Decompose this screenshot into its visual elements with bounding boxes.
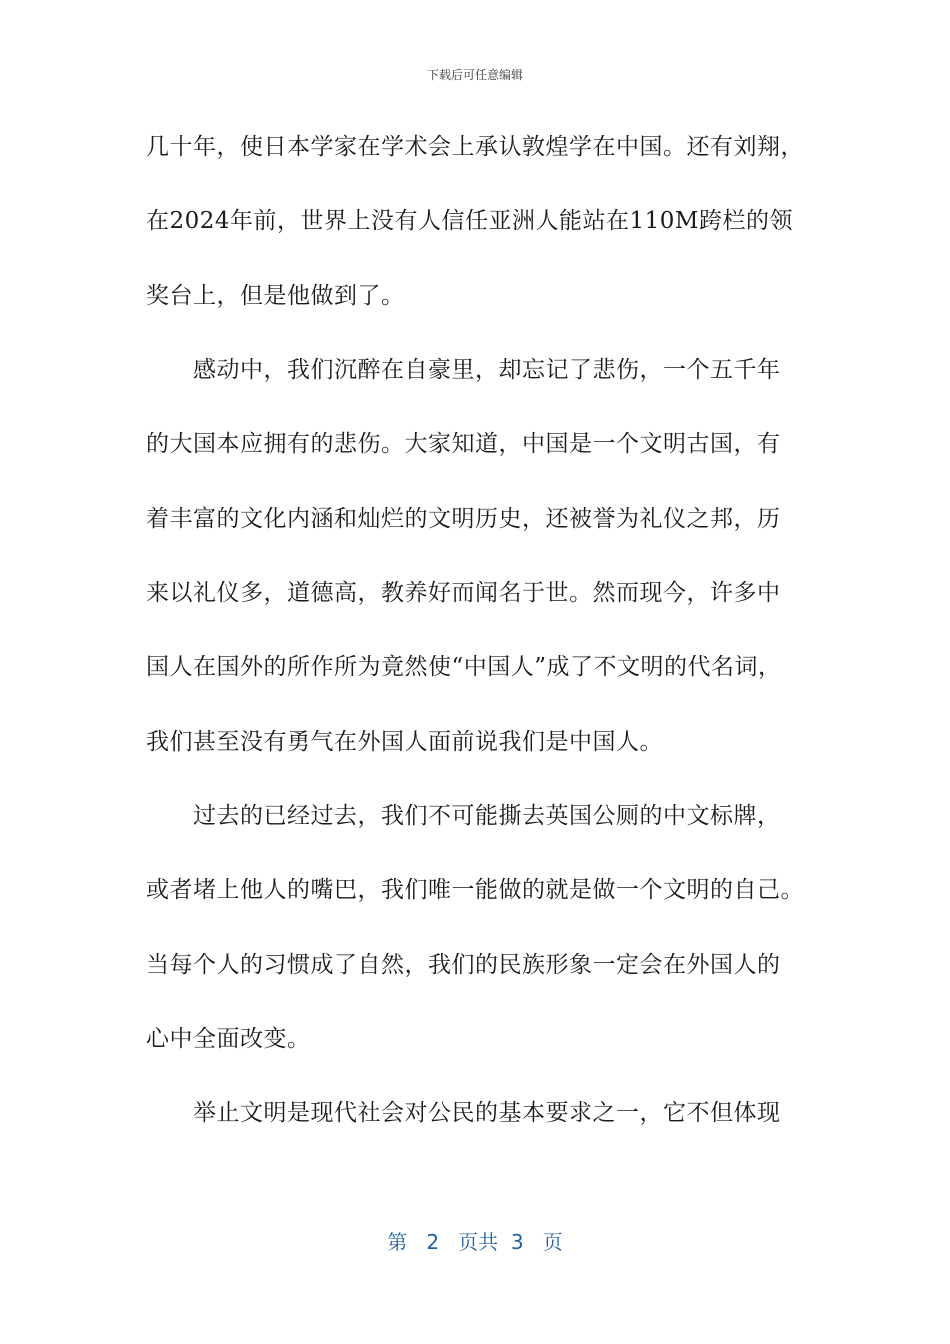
footer-total-pages: 3: [510, 1230, 524, 1254]
footer-current-page: 2: [426, 1230, 440, 1254]
text-line: 过去的已经过去，我们不可能撕去英国公厕的中文标牌，: [193, 803, 781, 829]
text-line: 的大国本应拥有的悲伤。大家知道，中国是一个文明古国，有: [146, 431, 781, 457]
text-line: 我们甚至没有勇气在外国人面前说我们是中国人。: [146, 729, 663, 755]
text-line: 或者堵上他人的嘴巴，我们唯一能做的就是做一个文明的自己。: [146, 877, 804, 903]
text-line: 国人在国外的所作所为竟然使“中国人”成了不文明的代名词，: [146, 654, 782, 680]
page-footer: [0, 1226, 950, 1255]
text-line: 着丰富的文化内涵和灿烂的文明历史，还被誉为礼仪之邦，历: [146, 506, 781, 532]
footer-prefix: 第: [387, 1230, 408, 1254]
footer-suffix: 页: [542, 1230, 563, 1254]
text-line: 当每个人的习惯成了自然，我们的民族形象一定会在外国人的: [146, 952, 781, 978]
text-line: 几十年，使日本学家在学术会上承认敦煌学在中国。还有刘翔，: [146, 134, 804, 160]
text-line: 心中全面改变。: [146, 1026, 311, 1052]
text-line: 在2024年前，世界上没有人信任亚洲人能站在110M跨栏的领: [146, 208, 793, 234]
text-line: 举止文明是现代社会对公民的基本要求之一，它不但体现: [193, 1100, 781, 1126]
header-note: 下载后可任意编辑: [426, 68, 523, 82]
text-line: 来以礼仪多，道德高，教养好而闻名于世。然而现今，许多中: [146, 580, 781, 606]
footer-middle: 页共: [458, 1230, 499, 1254]
text-line: 奖台上，但是他做到了。: [146, 283, 405, 309]
text-line: 感动中，我们沉醉在自豪里，却忘记了悲伤，一个五千年: [193, 357, 781, 383]
